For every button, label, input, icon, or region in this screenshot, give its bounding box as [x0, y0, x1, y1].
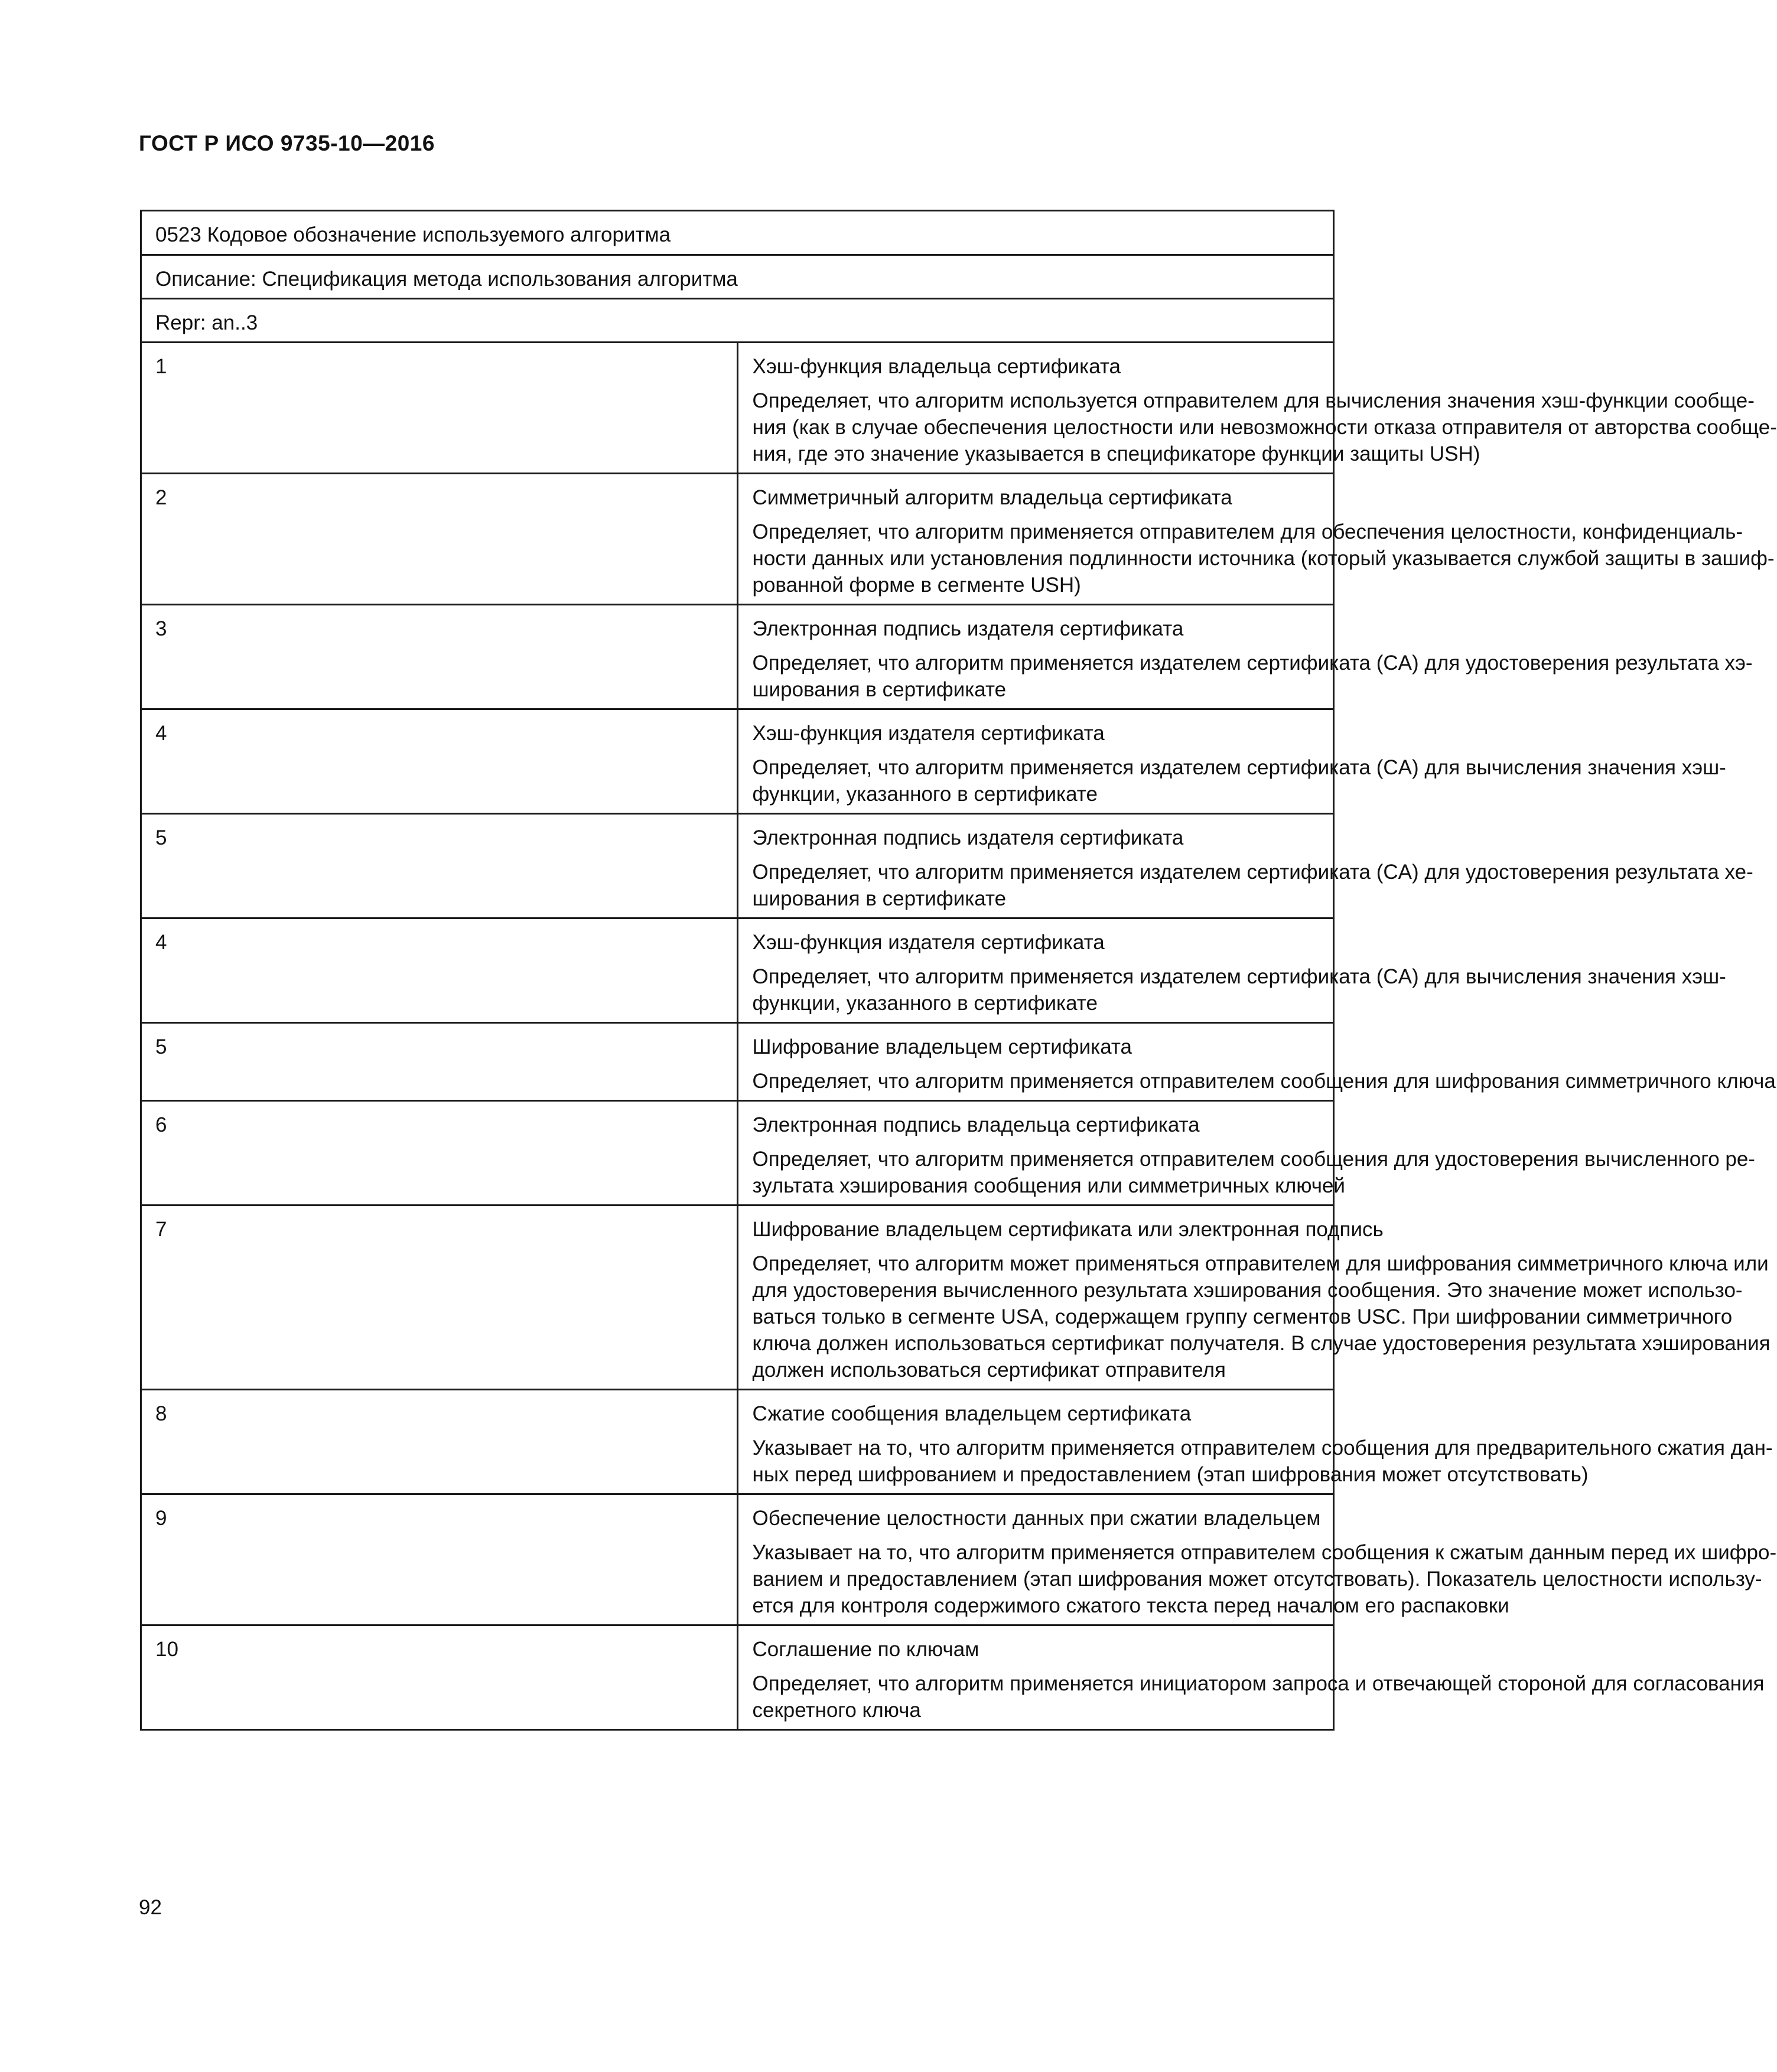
table-caption: 0523 Кодовое обозначение используемого алгоритма — [141, 211, 1334, 255]
code-value: 2 — [141, 474, 738, 605]
table-row — [141, 918, 1334, 1023]
code-value: 9 — [141, 1494, 738, 1625]
code-value: 4 — [141, 918, 738, 1023]
code-title: Шифрование владельцем сертификата или электронная подпись — [752, 1218, 1384, 1241]
code-title: Хэш-функция владельца сертификата — [752, 355, 1121, 378]
code-description-line: ширования в сертификате — [752, 887, 1007, 910]
code-description-line: ется для контроля содержимого сжатого текста перед началом его распаковки — [752, 1594, 1509, 1617]
code-description-line: секретного ключа — [752, 1699, 921, 1722]
code-entry — [737, 709, 1726, 814]
code-value: 6 — [141, 1101, 738, 1206]
code-description-line: ваться только в сегменте USA, содержащем группу сегментов USC. При шифровании симметричного — [752, 1305, 1733, 1328]
code-description-line: рованной форме в сегменте USH) — [752, 574, 1081, 597]
code-value: 8 — [141, 1390, 738, 1494]
code-description-line: Определяет, что алгоритм применяется издателем сертификата (CA) для удостоверения результата хе- — [752, 861, 1753, 884]
table-row — [141, 1023, 1334, 1101]
code-description-line: Определяет, что алгоритм применяется издателем сертификата (CA) для вычисления значения хэш- — [752, 756, 1726, 779]
page-number: 92 — [139, 1896, 162, 1919]
code-description-line: зультата хэширования сообщения или симметричных ключей — [752, 1174, 1345, 1197]
code-description-line: ния, где это значение указывается в спецификаторе функции защиты USH) — [752, 442, 1480, 465]
code-title: Хэш-функция издателя сертификата — [752, 722, 1105, 745]
code-description-line: Определяет, что алгоритм применяется отправителем сообщения для шифрования симметричного ключа — [752, 1070, 1776, 1093]
code-title: Шифрование владельцем сертификата — [752, 1035, 1132, 1058]
code-description-line: Определяет, что алгоритм применяется инициатором запроса и отвечающей стороной для согласования — [752, 1672, 1765, 1695]
code-description-line: Определяет, что алгоритм применяется издателем сертификата (CA) для удостоверения результата хэ- — [752, 651, 1753, 675]
code-description-line: ключа должен использоваться сертификат получателя. В случае удостоверения результата хэширования — [752, 1332, 1771, 1355]
code-title: Симметричный алгоритм владельца сертификата — [752, 486, 1232, 509]
code-description-line: ных перед шифрованием и предоставлением (этап шифрования может отсутствовать) — [752, 1463, 1589, 1486]
code-description-line: Указывает на то, что алгоритм применяется отправителем сообщения для предварительного сжатия дан- — [752, 1436, 1773, 1459]
code-title: Электронная подпись издателя сертификата — [752, 617, 1184, 640]
table-repr-row — [141, 299, 1334, 343]
code-entry — [737, 918, 1726, 1023]
code-description-line: для удостоверения вычисленного результата хэширования сообщения. Это значение может использо- — [752, 1279, 1743, 1302]
code-value: 5 — [141, 1023, 738, 1101]
table-caption-row — [141, 211, 1334, 255]
code-title: Электронная подпись владельца сертификата — [752, 1113, 1200, 1136]
code-value: 10 — [141, 1625, 738, 1730]
code-entry — [737, 1494, 1777, 1625]
code-entry — [737, 1101, 1755, 1206]
code-description-line: Определяет, что алгоритм применяется издателем сертификата (CA) для вычисления значения хэш- — [752, 965, 1726, 988]
code-entry — [737, 343, 1777, 474]
table-row — [141, 1101, 1334, 1206]
table-row — [141, 1390, 1334, 1494]
table-row — [141, 474, 1334, 605]
code-list-table — [140, 210, 1777, 1731]
code-value: 4 — [141, 709, 738, 814]
table-repr: Repr: an..3 — [141, 299, 1334, 343]
table-row — [141, 709, 1334, 814]
table-description-row — [141, 255, 1334, 299]
code-description-line: Определяет, что алгоритм применяется отправителем сообщения для удостоверения вычисленного ре- — [752, 1148, 1755, 1171]
code-description-line: ванием и предоставлением (этап шифрования может отсутствовать). Показатель целостности использу- — [752, 1568, 1762, 1591]
code-title: Соглашение по ключам — [752, 1638, 979, 1661]
table-row — [141, 1206, 1334, 1390]
code-description-line: функции, указанного в сертификате — [752, 992, 1098, 1015]
code-description-line: Указывает на то, что алгоритм применяется отправителем сообщения к сжатым данным перед их шифро- — [752, 1541, 1777, 1564]
code-title: Хэш-функция издателя сертификата — [752, 931, 1105, 954]
document-header: ГОСТ Р ИСО 9735-10—2016 — [139, 131, 435, 155]
code-value: 5 — [141, 814, 738, 918]
code-entry — [737, 1625, 1765, 1730]
code-description-line: Определяет, что алгоритм может применяться отправителем для шифрования симметричного ключа или — [752, 1252, 1769, 1275]
table-row — [141, 1494, 1334, 1625]
code-description-line: функции, указанного в сертификате — [752, 783, 1098, 806]
code-description-line: ширования в сертификате — [752, 678, 1007, 701]
code-title: Обеспечение целостности данных при сжатии владельцем — [752, 1507, 1321, 1530]
table-row — [141, 605, 1334, 709]
code-entry — [737, 814, 1753, 918]
code-value: 1 — [141, 343, 738, 474]
table-row — [141, 1625, 1334, 1730]
table-description: Описание: Спецификация метода использования алгоритма — [141, 255, 1334, 299]
code-entry — [737, 605, 1753, 709]
code-description-line: Определяет, что алгоритм используется отправителем для вычисления значения хэш-функции сообще- — [752, 389, 1755, 412]
table-row — [141, 343, 1334, 474]
code-entry — [737, 1023, 1776, 1101]
code-entry — [737, 1390, 1773, 1494]
code-entry — [737, 1206, 1771, 1390]
code-description-line: ния (как в случае обеспечения целостности или невозможности отказа отправителя от авторства сообще- — [752, 416, 1777, 439]
code-title: Сжатие сообщения владельцем сертификата — [752, 1402, 1192, 1425]
code-entry — [737, 474, 1775, 605]
code-title: Электронная подпись издателя сертификата — [752, 826, 1184, 849]
code-description-line: должен использоваться сертификат отправителя — [752, 1358, 1226, 1382]
code-description-line: ности данных или установления подлинности источника (который указывается службой защиты в зашиф- — [752, 547, 1775, 570]
code-value: 7 — [141, 1206, 738, 1390]
code-value: 3 — [141, 605, 738, 709]
code-description-line: Определяет, что алгоритм применяется отправителем для обеспечения целостности, конфиденциаль- — [752, 520, 1743, 543]
table-row — [141, 814, 1334, 918]
